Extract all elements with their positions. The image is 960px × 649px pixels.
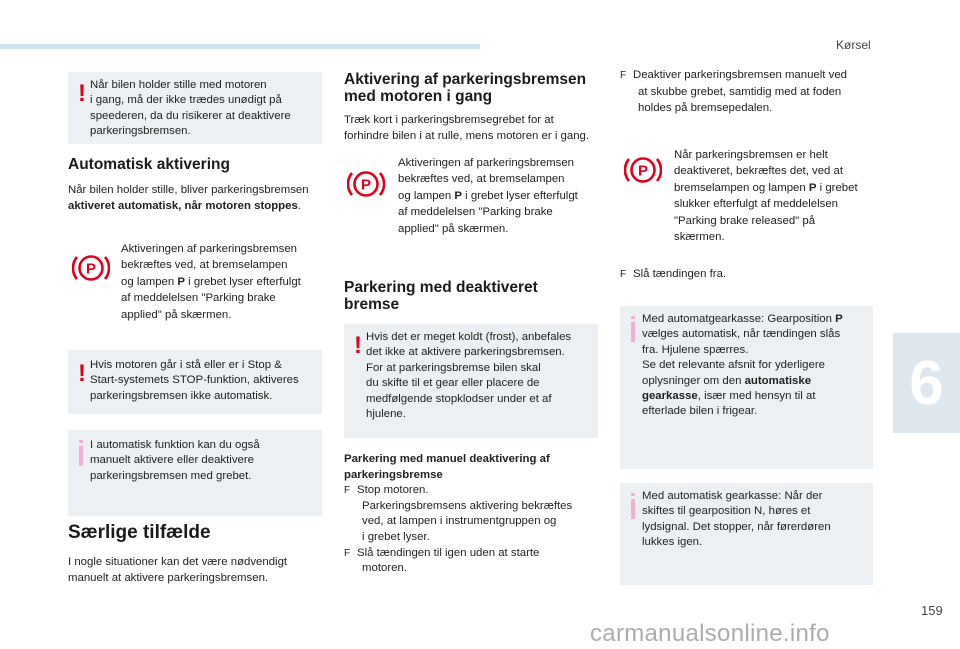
text-run: i grebet lyser efterfulgt [184, 275, 301, 288]
warning-icon: ! [78, 80, 86, 107]
gear-letter: P [835, 313, 843, 325]
text-run: i grebet [816, 181, 858, 194]
step-detail-line: i grebet lyser. [362, 530, 430, 543]
heading-automatic-activation: Automatisk aktivering [68, 156, 230, 173]
indicator-line: "Parking brake released" på [674, 214, 816, 227]
paragraph-line [68, 198, 330, 214]
manual-deactivation-section [344, 452, 606, 577]
chapter-tab [893, 333, 960, 433]
text-run: bremselampen og lampen [674, 181, 809, 194]
indicator-line: Aktiveringen af parkeringsbremsen [121, 243, 298, 255]
warning-box-frost [344, 324, 598, 438]
indicator-line [398, 188, 598, 204]
indicator-line: Når parkeringsbremsen er helt [674, 149, 828, 161]
step-text: Slå tændingen til igen uden at starte [357, 546, 540, 559]
indicator-line [121, 274, 321, 290]
warning-line: Start-systemets STOP-funktion, aktiveres [90, 374, 299, 387]
step-text-cont: at skubbe grebet, samtidig med at foden [638, 86, 842, 99]
step-detail [344, 499, 606, 546]
engine-running-indicator-text [398, 155, 598, 237]
indicator-line: af meddelelsen "Parking brake [398, 206, 553, 219]
info-line: lukkes igen. [642, 536, 703, 549]
paragraph-line: I nogle situationer kan det være nødvendigt [68, 556, 288, 568]
step-text: Slå tændingen fra. [633, 268, 727, 280]
bullet-icon: F [344, 547, 351, 559]
warning-line: parkeringsbremsen ikke automatisk. [90, 389, 273, 402]
warning-line: parkeringsbremsen. [90, 125, 191, 138]
chapter-number: 6 [909, 348, 944, 418]
deactivated-indicator-text [674, 147, 879, 245]
info-line: Med automatisk gearkasse: Når der [642, 490, 823, 502]
warning-line: For at parkeringsbremse bilen skal [366, 361, 541, 374]
indicator-line: bekræftes ved, at bremselampen [121, 259, 288, 272]
bullet-icon: F [620, 269, 627, 280]
warning-icon: ! [354, 332, 362, 359]
warning-icon: ! [78, 360, 86, 387]
info-icon [631, 499, 635, 519]
header-accent-bar [0, 44, 480, 49]
step-stop-engine [344, 483, 606, 499]
svg-text:P: P [637, 162, 649, 180]
paragraph-line: Når bilen holder stille, bliver parkeringsbremsen [68, 184, 309, 196]
indicator-line [674, 180, 879, 196]
paragraph-line: manuelt at aktivere parkeringsbremsen. [68, 572, 269, 585]
paragraph-end: . [297, 200, 301, 213]
warning-line: Når bilen holder stille med motoren [90, 79, 267, 91]
warning-box-stop-start [68, 350, 322, 414]
activation-intro [344, 112, 606, 145]
heading-line: med motoren i gang [344, 88, 493, 105]
text-run: og lampen [121, 275, 178, 288]
parking-brake-icon [72, 250, 110, 286]
heading-activation-engine-running [344, 71, 586, 105]
svg-text:P: P [85, 260, 97, 278]
heading-parking-deactivated [344, 279, 538, 313]
special-cases-paragraph [68, 554, 330, 587]
info-box-automatic-gearbox [620, 306, 873, 469]
indicator-line: applied" på skærmen. [398, 222, 509, 235]
watermark: carmanualsonline.info [590, 620, 830, 647]
lamp-letter: P [177, 275, 185, 288]
paragraph-line: Træk kort i parkeringsbremsegrebet for at [344, 114, 554, 126]
indicator-line: Aktiveringen af parkeringsbremsen [398, 157, 575, 169]
info-line: I automatisk funktion kan du også [90, 439, 260, 451]
heading-line: Parkering med deaktiveret [344, 279, 538, 296]
step-text: Deaktiver parkeringsbremsen manuelt ved [633, 69, 847, 81]
info-box-manual-override [68, 430, 322, 516]
info-box-neutral-signal [620, 483, 873, 585]
heading-line: Aktivering af parkeringsbremsen [344, 71, 587, 88]
bold-text: gearkasse [642, 390, 698, 403]
subheading-line: parkeringsbremse [344, 468, 443, 481]
info-line: skiftes til gearposition N, høres et [642, 505, 811, 518]
info-icon [79, 446, 83, 466]
info-line: efterlade bilen i frigear. [642, 405, 758, 418]
step-line [620, 67, 882, 84]
warning-line: hjulene. [366, 408, 406, 421]
info-line: fra. Hjulene spærres. [642, 343, 749, 356]
info-line [642, 312, 843, 327]
step-ignition-off [620, 266, 882, 283]
subheading-line: Parkering med manuel deaktivering af [344, 453, 550, 465]
warning-line: i gang, må der ikke trædes unødigt på [90, 94, 282, 107]
indicator-line: bekræftes ved, at bremselampen [398, 173, 565, 186]
warning-line: Hvis det er meget koldt (frost), anbefales [366, 331, 572, 343]
info-line [642, 374, 843, 389]
bullet-icon: F [620, 70, 627, 81]
svg-text:P: P [360, 176, 372, 194]
info-line: lydsignal. Det stopper, når førerdøren [642, 520, 831, 533]
warning-line: du skifte til et gear eller placere de [366, 377, 540, 390]
warning-line: medfølgende stopklodser under et af [366, 392, 552, 405]
parking-brake-icon [347, 166, 385, 202]
step-text-cont: motoren. [362, 562, 407, 575]
indicator-line: slukker efterfulgt af meddelelsen [674, 198, 838, 211]
text-run: , især med hensyn til at [697, 390, 816, 403]
step-detail-line: Parkeringsbremsens aktivering bekræftes [362, 499, 573, 512]
warning-line: det ikke at aktivere parkeringsbremsen. [366, 346, 565, 359]
indicator-line: skærmen. [674, 231, 725, 244]
heading-line: bremse [344, 296, 400, 313]
text-run: i grebet lyser efterfulgt [461, 189, 578, 202]
bullet-icon: F [344, 485, 351, 497]
lamp-letter: P [808, 181, 817, 194]
auto-indicator-text [121, 241, 321, 323]
step-text: Stop motoren. [357, 484, 429, 497]
lamp-letter: P [454, 189, 462, 202]
text-run: Med automatgearkasse: Gearposition [642, 313, 836, 325]
warning-line: Hvis motoren går i stå eller er i Stop & [90, 359, 282, 371]
indicator-line: deaktiveret, bekræftes det, ved at [674, 165, 844, 178]
indicator-line: af meddelelsen "Parking brake [121, 292, 276, 305]
auto-activation-paragraph [68, 182, 330, 215]
page-number: 159 [921, 603, 943, 618]
info-line: Se det relevante afsnit for yderligere [642, 359, 825, 372]
bold-text: aktiveret automatisk, når motoren stoppes [68, 200, 298, 213]
section-title: Kørsel [836, 38, 871, 52]
warning-box-idle-throttle [68, 72, 322, 144]
parking-brake-icon [624, 152, 662, 188]
info-line: parkeringsbremsen med grebet. [90, 469, 252, 482]
info-line: manuelt aktivere eller deaktivere [90, 454, 254, 467]
step-ignition-on [344, 546, 606, 562]
step-text-cont: holdes på bremsepedalen. [638, 102, 773, 115]
warning-line: speederen, da du risikerer at deaktivere [90, 109, 291, 122]
text-run: oplysninger om den [642, 374, 745, 387]
step-detail-line: ved, at lampen i instrumentgruppen og [362, 515, 557, 528]
info-line [642, 389, 843, 404]
text-run: og lampen [398, 189, 455, 202]
info-icon [631, 322, 635, 342]
info-line: vælges automatisk, når tændingen slås [642, 328, 841, 341]
step-deactivate-manually [620, 67, 882, 117]
paragraph-line: forhindre bilen i at rulle, mens motoren er i gang. [344, 130, 590, 143]
heading-special-cases: Særlige tilfælde [68, 522, 211, 543]
bold-text: automatiske [744, 374, 812, 387]
indicator-line: applied" på skærmen. [121, 308, 232, 321]
